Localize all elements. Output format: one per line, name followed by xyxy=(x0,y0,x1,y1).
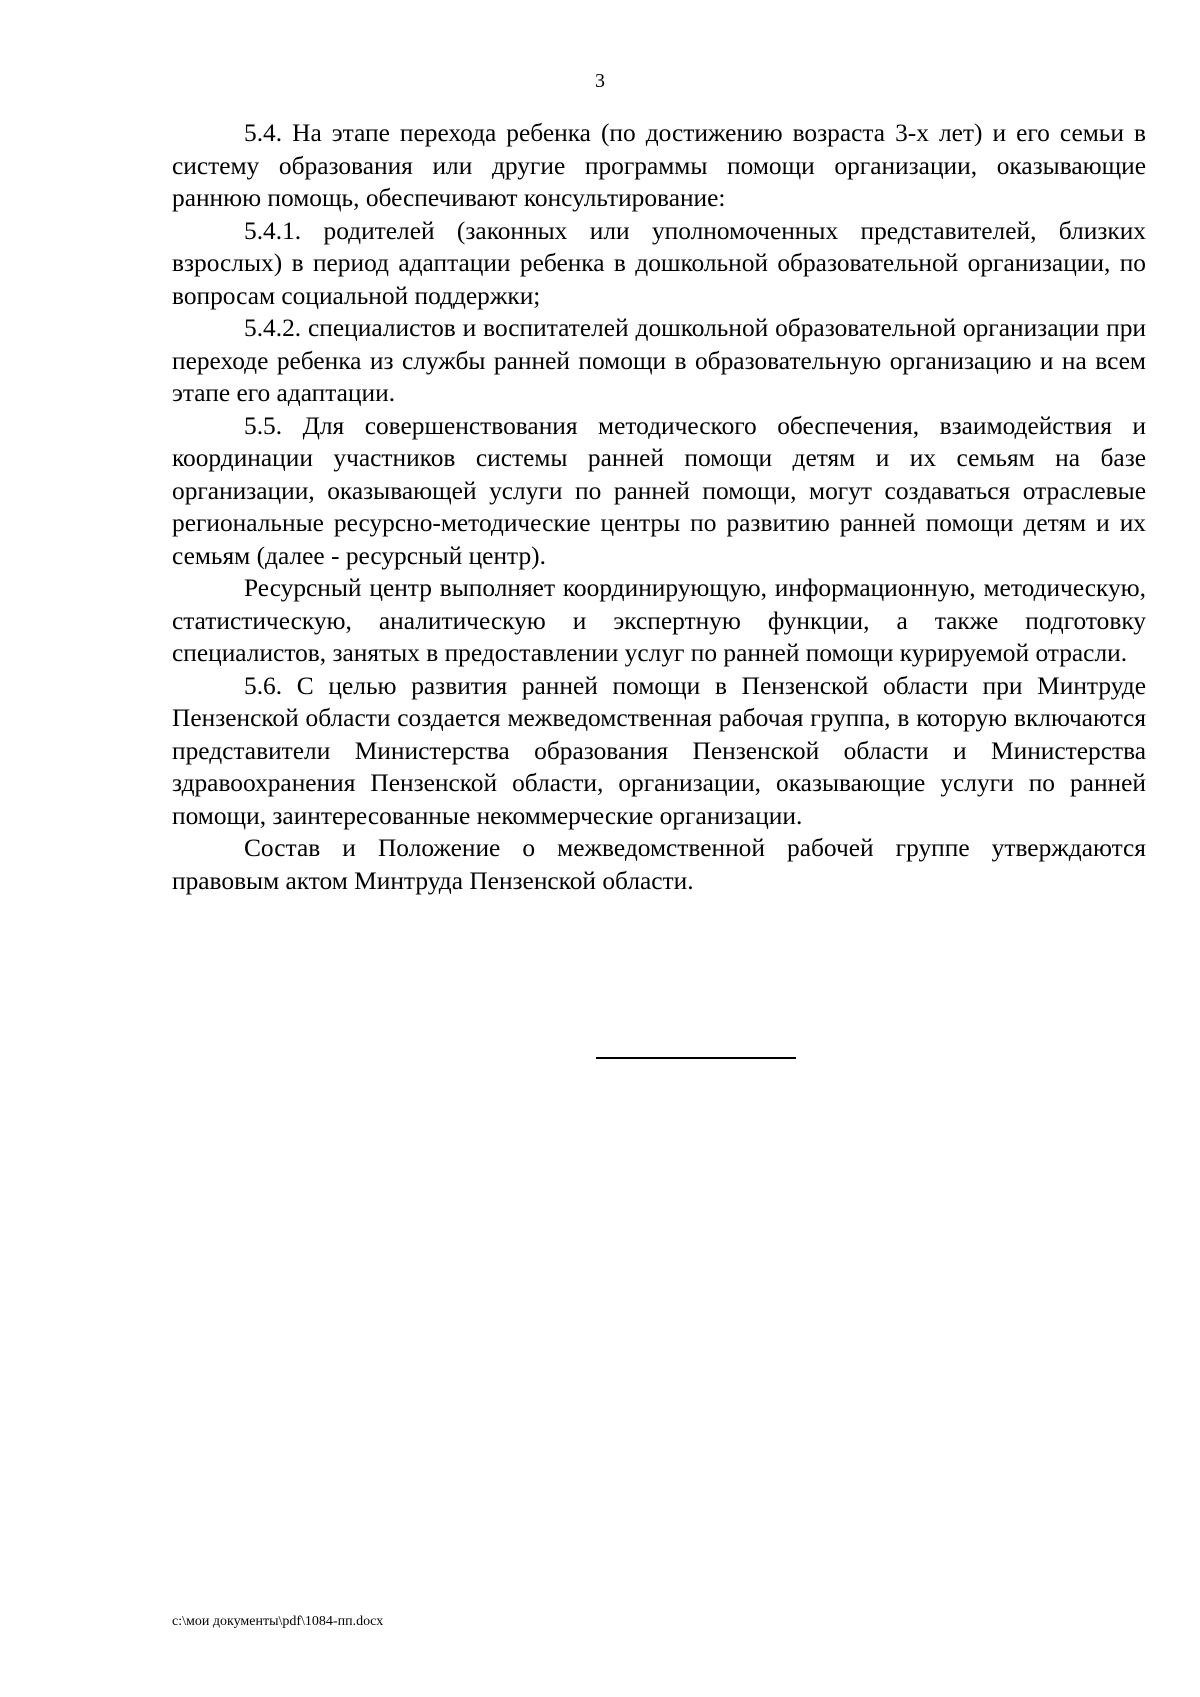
footer-file-path: c:\мои документы\pdf\1084-пп.docx xyxy=(172,1614,384,1629)
paragraph-5-4-2: 5.4.2. специалистов и воспитателей дошкольной образовательной организации при переходе ребенка из службы ранней помощи в образовательную организацию и на всем этапе его адаптации. xyxy=(172,314,1146,407)
paragraph-5-5: 5.5. Для совершенствования методического обеспечения, взаимодействия и координации участников системы ранней помощи детям и их семьям на базе организации, оказывающей услуги по ранней помощи, могут создаваться отраслевые региональные ресурсно-методические центры по развитию ранней помощи детям и их семьям (далее - ресурсный центр). xyxy=(172,411,1146,570)
end-of-document-rule xyxy=(596,1057,796,1059)
page-number: 3 xyxy=(595,70,605,92)
paragraph-resource-center: Ресурсный центр выполняет координирующую, информационную, методическую, статистическую, аналитическую и экспертную функции, а также подготовку специалистов, занятых в предоставлении услуг по ранней помощи курируемой отрасли. xyxy=(172,574,1146,667)
paragraph-5-4: 5.4. На этапе перехода ребенка (по достижению возраста 3-х лет) и его семьи в систему образования или другие программы помощи организации, оказывающие раннюю помощь, обеспечивают консультирование: xyxy=(172,119,1146,212)
paragraph-5-6: 5.6. С целью развития ранней помощи в Пензенской области при Минтруде Пензенской области создается межведомственная рабочая группа, в которую включаются представители Министерства образования Пензенской области и Министерства здравоохранения Пензенской области, организации, оказывающие услуги по ранней помощи, заинтересованные некоммерческие организации. xyxy=(172,671,1146,830)
paragraph-5-4-1: 5.4.1. родителей (законных или уполномоченных представителей, близких взрослых) в период адаптации ребенка в дошкольной образовательной организации, по вопросам социальной поддержки; xyxy=(172,216,1146,310)
document-body xyxy=(172,117,1146,897)
paragraph-working-group: Состав и Положение о межведомственной рабочей группе утверждаются правовым актом Минтруда Пензенской области. xyxy=(172,834,1146,895)
